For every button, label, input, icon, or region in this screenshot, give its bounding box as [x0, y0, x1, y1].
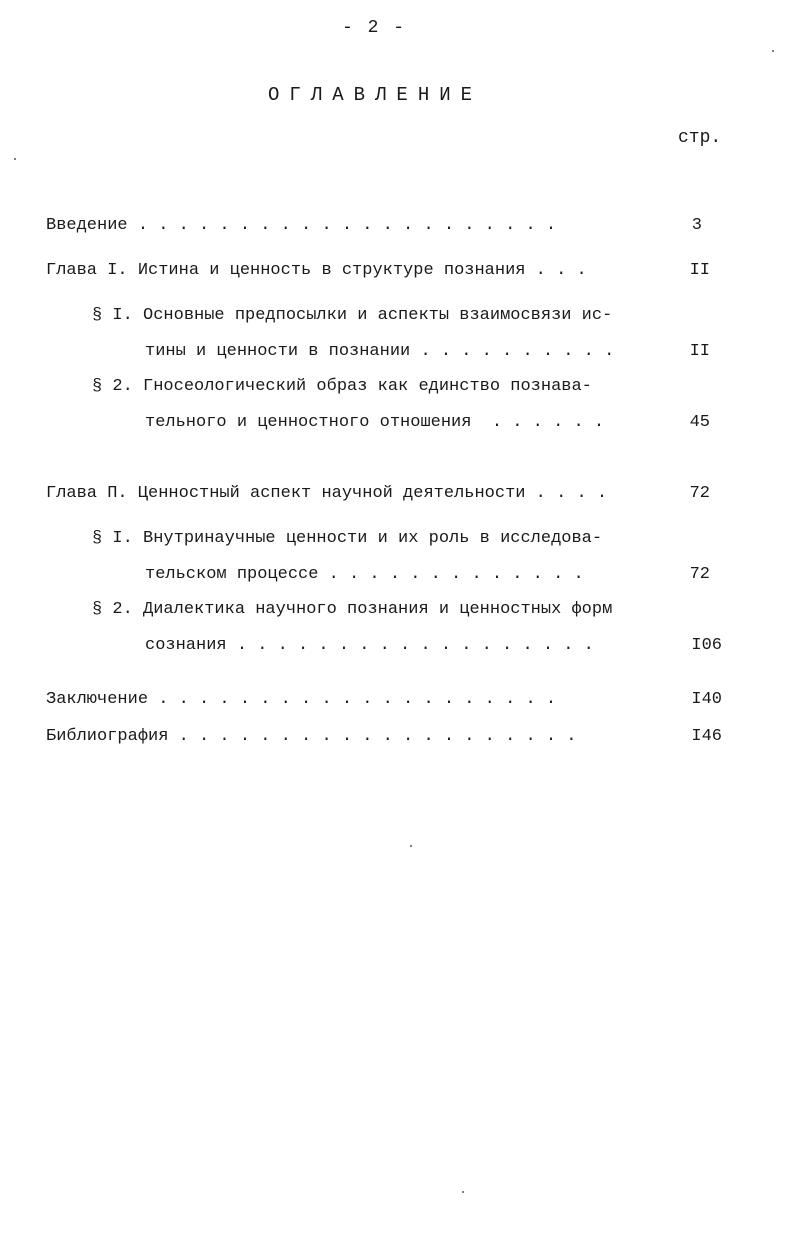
- toc-page-ch1-section-2: 45: [689, 413, 710, 432]
- scan-speck: [772, 50, 774, 52]
- toc-entry-ch1-section-2-line-2: тельного и ценностного отношения . . . . . .: [145, 413, 605, 432]
- toc-entry-ch1-section-1-line-1: § I. Основные предпосылки и аспекты взаимосвязи ис-: [92, 306, 613, 325]
- toc-entry-ch2-section-1-line-1: § I. Внутринаучные ценности и их роль в исследова-: [92, 529, 603, 548]
- toc-entry-ch1-section-1-line-2: тины и ценности в познании . . . . . . . . . .: [145, 342, 615, 361]
- toc-entry-ch2-section-2-line-1: § 2. Диалектика научного познания и ценностных форм: [92, 600, 613, 619]
- toc-page-introduction: 3: [691, 216, 702, 235]
- toc-entry-ch2-section-1-line-2: тельском процессе . . . . . . . . . . . . .: [145, 565, 584, 584]
- scan-speck: [410, 845, 412, 847]
- scan-speck: [462, 1191, 464, 1193]
- toc-page-ch2-section-2: I06: [691, 636, 722, 655]
- toc-page-chapter-1: II: [689, 261, 710, 280]
- toc-page-ch1-section-1: II: [689, 342, 710, 361]
- scan-speck: [14, 158, 16, 160]
- toc-entry-chapter-2: Глава П. Ценностный аспект научной деятельности . . . .: [46, 484, 608, 503]
- toc-entry-ch2-section-2-line-2: сознания . . . . . . . . . . . . . . . . . .: [145, 636, 594, 655]
- toc-page-chapter-2: 72: [689, 484, 710, 503]
- toc-entry-conclusion: Заключение . . . . . . . . . . . . . . . . . . . .: [46, 690, 557, 709]
- toc-page-bibliography: I46: [691, 727, 722, 746]
- page-number: - 2 -: [342, 18, 407, 38]
- toc-entry-bibliography: Библиография . . . . . . . . . . . . . . . . . . . .: [46, 727, 577, 746]
- page-column-label: стр.: [678, 128, 722, 148]
- toc-page-conclusion: I40: [691, 690, 722, 709]
- toc-entry-introduction: Введение . . . . . . . . . . . . . . . . . . . . .: [46, 216, 557, 235]
- table-of-contents-title: ОГЛАВЛЕНИЕ: [268, 84, 483, 106]
- toc-page-ch2-section-1: 72: [689, 565, 710, 584]
- toc-entry-chapter-1: Глава I. Истина и ценность в структуре познания . . .: [46, 261, 587, 280]
- toc-entry-ch1-section-2-line-1: § 2. Гносеологический образ как единство познава-: [92, 377, 592, 396]
